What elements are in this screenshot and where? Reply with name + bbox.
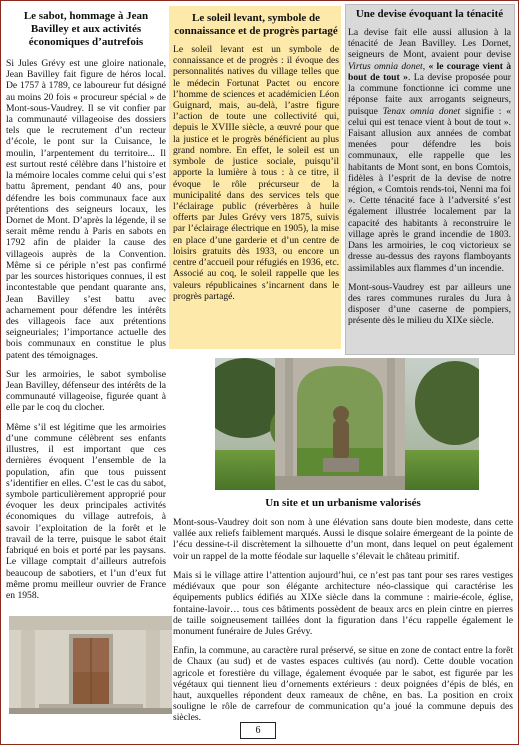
left-column-title: Le sabot, hommage à Jean Bavilley et aux activités économiques d’autrefois: [23, 10, 149, 48]
right-paragraph-1: [348, 27, 511, 274]
right-intro-text: La devise fait elle aussi allusion à la ténacité de Jean Bavilley. Les Dornet, seigneurs de Mont, avaient pour devise: [348, 26, 511, 61]
motto-french: « le courage vient à bout de tout »: [348, 60, 512, 83]
bottom-section-title: Un site et un urbanisme valorisés: [265, 497, 421, 509]
left-paragraph-2: Sur les armoiries, le sabot symbolise Jean Bavilley, défenseur des intérêts de la communauté villageoise, figurée quant à elle par le coq du clocher.: [6, 368, 167, 414]
motto-latin-1: Virtus omnia donet: [348, 60, 423, 72]
doorway-photo: [9, 616, 172, 714]
motto-latin-2: Tenax omnia donet: [382, 105, 461, 117]
bottom-paragraph-1: Mont-sous-Vaudrey doit son nom à une élévation sans doute bien modeste, dans cette vallée aux reliefs faiblement marqués. Aussi le disque solaire émergeant de la pointe de l’écu dessine-t-il discrètement la silhouette d’un mont, dans lequel on peut également voir un rappel de la motte féodale sur laquelle s’élevait le château primitif.: [173, 516, 513, 562]
right-mid-text: . La devise proposée pour la commune fonctionne ici comme une réponse faite aux arrogants seigneurs, puisque: [348, 71, 511, 117]
left-paragraph-3: Même s’il est légitime que les armoiries d’une commune célèbrent ses enfants illustres, il est important que ces dernières évoquent l’ensemble de la population, afin que tous puissent s’identifier en elles. C’est le cas du sabot, symbole particulièrement approprié pour évoquer les deux principales activités économiques du village autrefois, à savoir l’exploitation de la forêt et le travail de la terre, puisque le sabot était fabriqué en bois et porté par les paysans. Le village comptait d’ailleurs autrefois beaucoup de sabotiers, et l’un d’eux fut même promu meilleur ouvrier de France en 1958.: [6, 421, 166, 601]
right-rest-text: signifie : « celui qui est tenace vient à bout de tout ». Faisant allusion aux années de combat menées pour défendre les bois communaux, elle rappelle que les habitants de Mont sont, en bons Comtois, fidèles à l’esprit de la devise de notre région, « Comtois rends-toi, Nenni ma foi ». Cette ténacité face à l’adversité s’est également illustrée localement par la capacité des habitants à reconstruire le village après le grand incendie de 1803. Dans les armoiries, le coq victorieux se dresse au-dessus des rayons flamboyants assimilables aux flammes d’un incendie.: [348, 105, 511, 274]
bottom-paragraph-3: Enfin, la commune, au caractère rural préservé, se situe en zone de contact entre la forêt de Chaux (au sud) et de vastes espaces cultivés (au nord). Cette double vocation agricole et forestière du village, également évoquée par le sabot, est figurée par les végétaux qui tiennent lieu d’ornements extérieurs : deux poignées d’épis de blés, en haut, auxquelles répondent deux rameaux de chêne, en bas. La position en croix souligne le rôle de carrefour de communication qu’a joué la commune depuis des siècles.: [173, 645, 513, 724]
motto-separator: ,: [422, 60, 429, 72]
left-paragraph-1: Si Jules Grévy est une gloire nationale, Jean Bavilley fait figure de héros local. De 1757 à 1789, ce laboureur fut désigné au moins 20 fois « procureur spécial » de Mont-sous-Vaudrey. Il se vit confier par la communauté villageoise des dossiers tels que le recrutement d’un recteur d’école, le pont sur la Cuisance, le moulin, l’arpentement du territoire... Il est surtout resté célèbre dans l’histoire et la mémoire locales comme celui qui s’est battu âprement, pendant 40 ans, pour défendre les bois communaux face aux prétentions des seigneurs locaux, les Dornet de Mont. D’après la légende, il se serait même rendu à Paris en sabots en 1792 afin de plaider la cause des villageois auprès de la Convention. Même si ce périple n’est pas confirmé par les sources historiques connues, il est incontestable que pendant quarante ans, Jean Bavilley s’est battu avec acharnement pour défendre les intérêts des villageois face aux prétentions seigneuriales; l’importance actuelle des bois communaux en constitue le plus patent des témoignages.: [6, 57, 166, 361]
right-column-title: Une devise évoquant la ténacité: [355, 8, 504, 20]
right-paragraph-2: Mont-sous-Vaudrey est par ailleurs une des rares communes rurales du Jura à disposer d’une caserne de pompiers, présente dès le milieu du XIXe siècle.: [348, 281, 511, 327]
page-number: 6: [240, 722, 276, 739]
middle-column: [173, 12, 339, 310]
middle-column-title: Le soleil levant, symbole de connaissance et de progrès partagé: [174, 12, 338, 37]
left-column: [6, 6, 166, 609]
right-column: [348, 8, 511, 335]
bottom-section: [173, 497, 513, 732]
monument-photo: [215, 358, 479, 490]
bottom-paragraph-2: Mais si le village attire l’attention aujourd’hui, ce n’est pas tant pour ses rares vestiges médiévaux que pour son élégante architecture néo-classique qui caractérise les équipements publics édifiés au XIXe siècle dans la commune : mairie-école, église, fontaine-lavoir… tous ces bâtiments possèdent de beaux arcs en plein cintre en pierres de taille soigneusement taillées dont la figuration dans l’écu rappelle également le monument funéraire de Jules Grévy.: [173, 569, 513, 637]
middle-paragraph-1: Le soleil levant est un symbole de connaissance et de progrès : il évoque des personnalités natives du village telles que le médecin Fortunat Pactet ou encore l’homme de sciences et académicien Léon Guignard, mais, au-delà, l’astre figure l’action de toute une collectivité qui, depuis le XVIIIe siècle, a œuvré pour que la justice et le progrès bénéficient au plus grand nombre. En effet, le soleil est un symbole de justice sociale, puisqu’il apporte la lumière à tous : à ce titre, il évoque le rôle précurseur de la municipalité dans des services tels que l’éclairage public (réverbères à huile offerts par Jules Grévy vers 1875, suivis par l’éclairage électrique en 1905), la mise en place d’une garderie et d’un centre de loisirs gratuits dès 1933, ou encore un centre d’accueil pour réfugiés en 1936, etc. Associé au coq, le soleil rappelle que les valeurs républicaines s’incarnent dans le progrès partagé.: [173, 43, 339, 302]
